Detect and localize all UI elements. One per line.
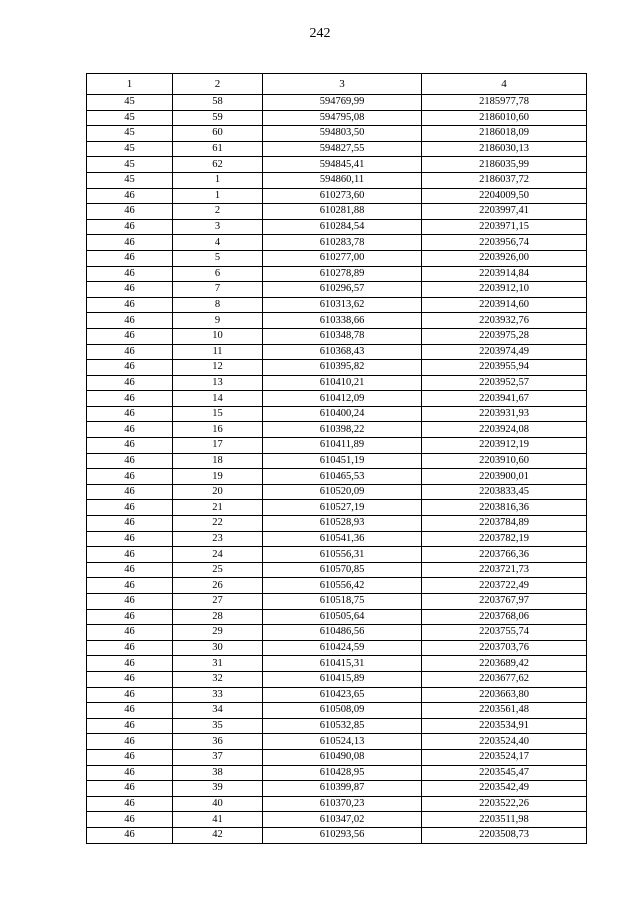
cell-point: 58 [173,95,263,111]
cell-point: 5 [173,250,263,266]
cell-x: 594795,08 [263,110,422,126]
cell-point: 40 [173,796,263,812]
cell-section: 46 [87,188,173,204]
table-row [87,95,587,111]
cell-section: 46 [87,360,173,376]
cell-point: 8 [173,297,263,313]
cell-point: 1 [173,188,263,204]
table-row [87,406,587,422]
cell-section: 46 [87,219,173,235]
cell-y: 2203545,47 [422,765,587,781]
cell-x: 610277,00 [263,250,422,266]
cell-y: 2203663,80 [422,687,587,703]
cell-y: 2203561,48 [422,703,587,719]
cell-x: 594803,50 [263,126,422,142]
table-row [87,235,587,251]
cell-y: 2203816,36 [422,500,587,516]
cell-y: 2203524,40 [422,734,587,750]
cell-x: 594827,55 [263,141,422,157]
cell-y: 2203784,89 [422,516,587,532]
cell-point: 39 [173,781,263,797]
cell-point: 34 [173,703,263,719]
table-row [87,749,587,765]
cell-section: 46 [87,640,173,656]
cell-y: 2203956,74 [422,235,587,251]
cell-x: 610347,02 [263,812,422,828]
cell-y: 2203974,49 [422,344,587,360]
cell-y: 2203767,97 [422,594,587,610]
table-row [87,531,587,547]
cell-point: 61 [173,141,263,157]
coordinates-table [86,73,587,844]
cell-section: 46 [87,297,173,313]
header-row [87,74,587,95]
cell-x: 610281,88 [263,204,422,220]
cell-x: 610518,75 [263,594,422,610]
table-row [87,297,587,313]
cell-y: 2203703,76 [422,640,587,656]
table-row [87,781,587,797]
cell-point: 21 [173,500,263,516]
column-header-2: 2 [173,74,263,95]
table-row [87,469,587,485]
cell-point: 19 [173,469,263,485]
table-row [87,718,587,734]
cell-point: 3 [173,219,263,235]
cell-section: 45 [87,141,173,157]
cell-section: 46 [87,656,173,672]
table-row [87,422,587,438]
table-row [87,172,587,188]
cell-point: 6 [173,266,263,282]
table-row [87,516,587,532]
table-row [87,282,587,298]
table-row [87,827,587,843]
cell-y: 2203721,73 [422,562,587,578]
cell-y: 2186030,13 [422,141,587,157]
cell-y: 2203914,84 [422,266,587,282]
cell-x: 610486,56 [263,625,422,641]
cell-point: 16 [173,422,263,438]
cell-point: 1 [173,172,263,188]
column-header-3: 3 [263,74,422,95]
cell-section: 46 [87,547,173,563]
cell-y: 2203900,01 [422,469,587,485]
cell-section: 46 [87,406,173,422]
cell-y: 2203755,74 [422,625,587,641]
cell-x: 610570,85 [263,562,422,578]
table-body [87,95,587,844]
cell-section: 46 [87,734,173,750]
table-row [87,266,587,282]
cell-y: 2203768,06 [422,609,587,625]
cell-x: 610532,85 [263,718,422,734]
cell-x: 610528,93 [263,516,422,532]
cell-x: 610370,23 [263,796,422,812]
cell-x: 610284,54 [263,219,422,235]
table-row [87,687,587,703]
cell-section: 46 [87,282,173,298]
cell-section: 46 [87,422,173,438]
cell-section: 46 [87,671,173,687]
cell-x: 610338,66 [263,313,422,329]
cell-point: 32 [173,671,263,687]
cell-x: 610278,89 [263,266,422,282]
cell-point: 33 [173,687,263,703]
cell-y: 2203912,19 [422,438,587,454]
cell-section: 46 [87,594,173,610]
cell-x: 610527,19 [263,500,422,516]
cell-x: 610490,08 [263,749,422,765]
cell-point: 22 [173,516,263,532]
cell-y: 2185977,78 [422,95,587,111]
cell-point: 23 [173,531,263,547]
cell-section: 46 [87,609,173,625]
cell-y: 2186035,99 [422,157,587,173]
cell-section: 46 [87,484,173,500]
table-row [87,562,587,578]
cell-section: 46 [87,438,173,454]
table-row [87,328,587,344]
cell-section: 46 [87,578,173,594]
cell-point: 7 [173,282,263,298]
cell-point: 37 [173,749,263,765]
cell-point: 60 [173,126,263,142]
cell-x: 610451,19 [263,453,422,469]
cell-section: 46 [87,313,173,329]
table-row [87,313,587,329]
cell-x: 610556,31 [263,547,422,563]
table-row [87,594,587,610]
cell-section: 45 [87,126,173,142]
cell-point: 35 [173,718,263,734]
table-row [87,812,587,828]
cell-x: 610411,89 [263,438,422,454]
cell-y: 2203975,28 [422,328,587,344]
cell-section: 46 [87,500,173,516]
cell-section: 45 [87,172,173,188]
table-row [87,640,587,656]
cell-x: 610398,22 [263,422,422,438]
cell-section: 45 [87,95,173,111]
cell-section: 46 [87,453,173,469]
cell-point: 10 [173,328,263,344]
cell-y: 2203931,93 [422,406,587,422]
cell-x: 610541,36 [263,531,422,547]
cell-x: 610296,57 [263,282,422,298]
cell-section: 46 [87,812,173,828]
cell-section: 46 [87,469,173,485]
cell-y: 2203952,57 [422,375,587,391]
cell-y: 2204009,50 [422,188,587,204]
table-row [87,578,587,594]
cell-x: 610283,78 [263,235,422,251]
cell-y: 2203932,76 [422,313,587,329]
cell-x: 610415,89 [263,671,422,687]
cell-x: 610415,31 [263,656,422,672]
cell-x: 610505,64 [263,609,422,625]
cell-x: 610368,43 [263,344,422,360]
cell-section: 46 [87,235,173,251]
table-row [87,796,587,812]
column-header-4: 4 [422,74,587,95]
cell-point: 38 [173,765,263,781]
cell-point: 26 [173,578,263,594]
cell-y: 2203722,49 [422,578,587,594]
cell-point: 11 [173,344,263,360]
cell-section: 46 [87,344,173,360]
cell-point: 25 [173,562,263,578]
cell-point: 31 [173,656,263,672]
cell-point: 24 [173,547,263,563]
table-row [87,219,587,235]
page-number: 242 [309,26,331,41]
cell-point: 2 [173,204,263,220]
cell-x: 610412,09 [263,391,422,407]
cell-y: 2203833,45 [422,484,587,500]
cell-x: 610424,59 [263,640,422,656]
cell-y: 2203511,98 [422,812,587,828]
table-row [87,734,587,750]
table-row [87,204,587,220]
table-row [87,391,587,407]
cell-point: 36 [173,734,263,750]
cell-section: 46 [87,250,173,266]
cell-point: 59 [173,110,263,126]
table-row [87,671,587,687]
cell-point: 27 [173,594,263,610]
cell-y: 2203782,19 [422,531,587,547]
cell-section: 46 [87,827,173,843]
cell-x: 610410,21 [263,375,422,391]
cell-y: 2203522,26 [422,796,587,812]
table-row [87,500,587,516]
cell-section: 45 [87,110,173,126]
cell-section: 46 [87,765,173,781]
cell-section: 46 [87,266,173,282]
cell-y: 2203910,60 [422,453,587,469]
cell-point: 20 [173,484,263,500]
table-row [87,126,587,142]
table-row [87,250,587,266]
cell-y: 2186037,72 [422,172,587,188]
cell-y: 2203971,15 [422,219,587,235]
table-header [87,74,587,95]
cell-point: 18 [173,453,263,469]
table-row [87,188,587,204]
cell-section: 45 [87,157,173,173]
cell-y: 2203508,73 [422,827,587,843]
table-row [87,360,587,376]
cell-section: 46 [87,781,173,797]
cell-section: 46 [87,718,173,734]
cell-section: 46 [87,531,173,547]
cell-y: 2203997,41 [422,204,587,220]
cell-point: 12 [173,360,263,376]
table-row [87,110,587,126]
cell-x: 610399,87 [263,781,422,797]
cell-point: 9 [173,313,263,329]
cell-x: 610400,24 [263,406,422,422]
cell-section: 46 [87,625,173,641]
cell-x: 610556,42 [263,578,422,594]
cell-section: 46 [87,796,173,812]
cell-section: 46 [87,749,173,765]
cell-section: 46 [87,516,173,532]
table-row [87,344,587,360]
cell-x: 610428,95 [263,765,422,781]
table-row [87,547,587,563]
cell-point: 41 [173,812,263,828]
cell-y: 2186018,09 [422,126,587,142]
cell-point: 28 [173,609,263,625]
cell-y: 2203926,00 [422,250,587,266]
cell-y: 2203924,08 [422,422,587,438]
cell-y: 2203524,17 [422,749,587,765]
table-row [87,703,587,719]
cell-y: 2203914,60 [422,297,587,313]
cell-point: 14 [173,391,263,407]
cell-y: 2186010,60 [422,110,587,126]
cell-x: 610524,13 [263,734,422,750]
cell-section: 46 [87,204,173,220]
table-row [87,656,587,672]
cell-y: 2203689,42 [422,656,587,672]
cell-x: 610508,09 [263,703,422,719]
cell-x: 610395,82 [263,360,422,376]
cell-y: 2203542,49 [422,781,587,797]
cell-section: 46 [87,328,173,344]
cell-y: 2203534,91 [422,718,587,734]
cell-section: 46 [87,687,173,703]
table-row [87,625,587,641]
table-row [87,484,587,500]
table-row [87,375,587,391]
cell-point: 29 [173,625,263,641]
cell-point: 42 [173,827,263,843]
cell-point: 13 [173,375,263,391]
cell-x: 610293,56 [263,827,422,843]
cell-point: 17 [173,438,263,454]
cell-x: 610348,78 [263,328,422,344]
cell-point: 15 [173,406,263,422]
table-row [87,141,587,157]
cell-section: 46 [87,375,173,391]
table-row [87,765,587,781]
cell-point: 30 [173,640,263,656]
table-row [87,157,587,173]
cell-section: 46 [87,391,173,407]
cell-y: 2203955,94 [422,360,587,376]
cell-y: 2203941,67 [422,391,587,407]
cell-y: 2203912,10 [422,282,587,298]
table-row [87,438,587,454]
cell-section: 46 [87,703,173,719]
cell-x: 610423,65 [263,687,422,703]
cell-x: 610520,09 [263,484,422,500]
cell-x: 594769,99 [263,95,422,111]
cell-x: 610465,53 [263,469,422,485]
cell-x: 610273,60 [263,188,422,204]
cell-section: 46 [87,562,173,578]
cell-x: 594860,11 [263,172,422,188]
cell-point: 62 [173,157,263,173]
table-row [87,453,587,469]
cell-y: 2203766,36 [422,547,587,563]
cell-point: 4 [173,235,263,251]
table-row [87,609,587,625]
cell-x: 594845,41 [263,157,422,173]
column-header-1: 1 [87,74,173,95]
cell-y: 2203677,62 [422,671,587,687]
cell-x: 610313,62 [263,297,422,313]
